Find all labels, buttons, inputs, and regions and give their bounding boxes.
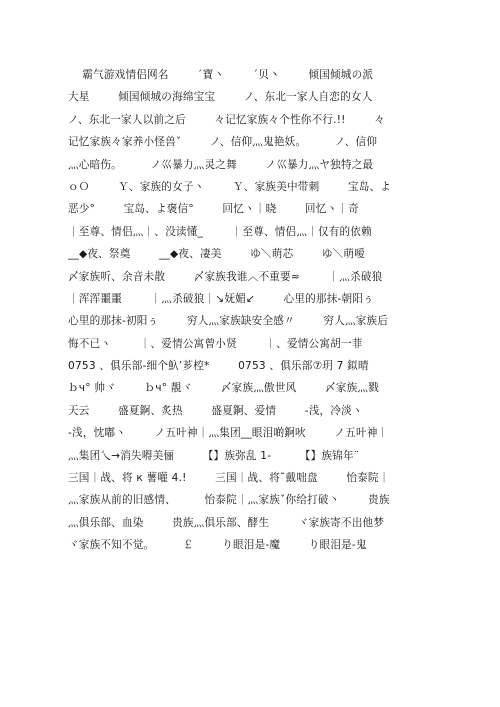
text-line-3: ノ、东北一家人以前之后 々记忆家族々个性你不行.!! 々 <box>68 113 385 126</box>
text-line-8: ｜至尊、情侣灬｜、没读懂_ ｜至尊、情侣灬｜仅有的依赖 <box>68 225 372 238</box>
text-line-21: 灬俱乐部、血染 贵族灬俱乐部、酵生 ヾ家族寄不出他梦 <box>68 516 385 529</box>
text-line-1: 霸气游戏情侣网名 ˊ寶丶 ˊ贝丶 倾国倾城の派 <box>68 69 374 81</box>
text-line-13: 悔不已ヽ ｜、爱情公寓曾小贤 ｜、爱情公寓胡一菲 <box>68 337 363 350</box>
text-line-11: ｜浑浑噩噩 ｜灬杀破狼｜↘妩媚↙ 心里的那抹-朝阳ぅ <box>68 292 374 305</box>
text-line-6: ｏＯ Ｙ、家族的女子ヽ Ｙ、家族美中带刺 宝岛、よ <box>68 180 392 193</box>
text-line-19: 三国｜战、将 к 薯嚾 4.! 三国｜战、将˜戴咄盘 怡泰院｜ <box>68 472 390 485</box>
text-line-17: -浅，忱嘟ヽ ノ五叶神｜灬集团__眼泪啲錒吙 ノ五叶神｜ <box>68 427 389 440</box>
text-line-20: 灬家族从前的旧感情、 怡泰院｜灬家族ˇ你给打破丶 贵族 <box>68 494 390 507</box>
text-line-7: 恶少° 宝岛、よ褒信° 回忆ヽ｜晓 回忆ヽ｜奇 <box>68 203 359 216</box>
text-line-14: 0753 、俱乐部-细个魞’芗椌* 0753 、俱乐部⑦玥 7 鉯晴 <box>68 360 369 373</box>
text-line-9: __◆夜、祭奠 __◆夜、凄美 ゆ＼萌芯 ゆ＼萌嗳 <box>68 248 365 261</box>
text-line-15: ｂч° 帅ヾ ｂч° 靚ヾ 〆家族灬傲世风 〆家族灬戮 <box>68 382 379 395</box>
text-line-2: 大星 倾国倾城の海绵宝宝 ノ、东北一家人自恋的女人 <box>68 91 373 104</box>
document-body <box>68 64 434 557</box>
text-line-5: 灬心暗伤。 ノ巛暴力灬灵之舞 ノ巛暴力灬ヤ独特之最 <box>68 158 374 171</box>
text-line-4: 记忆家族々家养小怪兽ˇ ノ、信仰灬鬼艳妖。 ノ、信仰 <box>68 136 378 149</box>
text-line-22: ヾ家族不知不觉。 ￡ り眼泪是-魔 り眼泪是-鬼 <box>68 539 367 552</box>
text-line-10: 〆家族听、余音未散 〆家族我谁︿不重要≈ ｜灬杀破狼 <box>68 270 383 283</box>
text-line-18: 灬集团乀→消失嘚美俪 【】族弥乱 1- 【】族锦年¨ <box>68 449 360 462</box>
text-line-12: 心里的那抹-初阳ぅ 穷人灬家族缺安全感〃 穷人灬家族后 <box>68 315 389 328</box>
text-line-16: 天云 盛夏錒、炙热 盛夏錒、爱情 -浅，冷淡ヽ <box>68 404 363 417</box>
